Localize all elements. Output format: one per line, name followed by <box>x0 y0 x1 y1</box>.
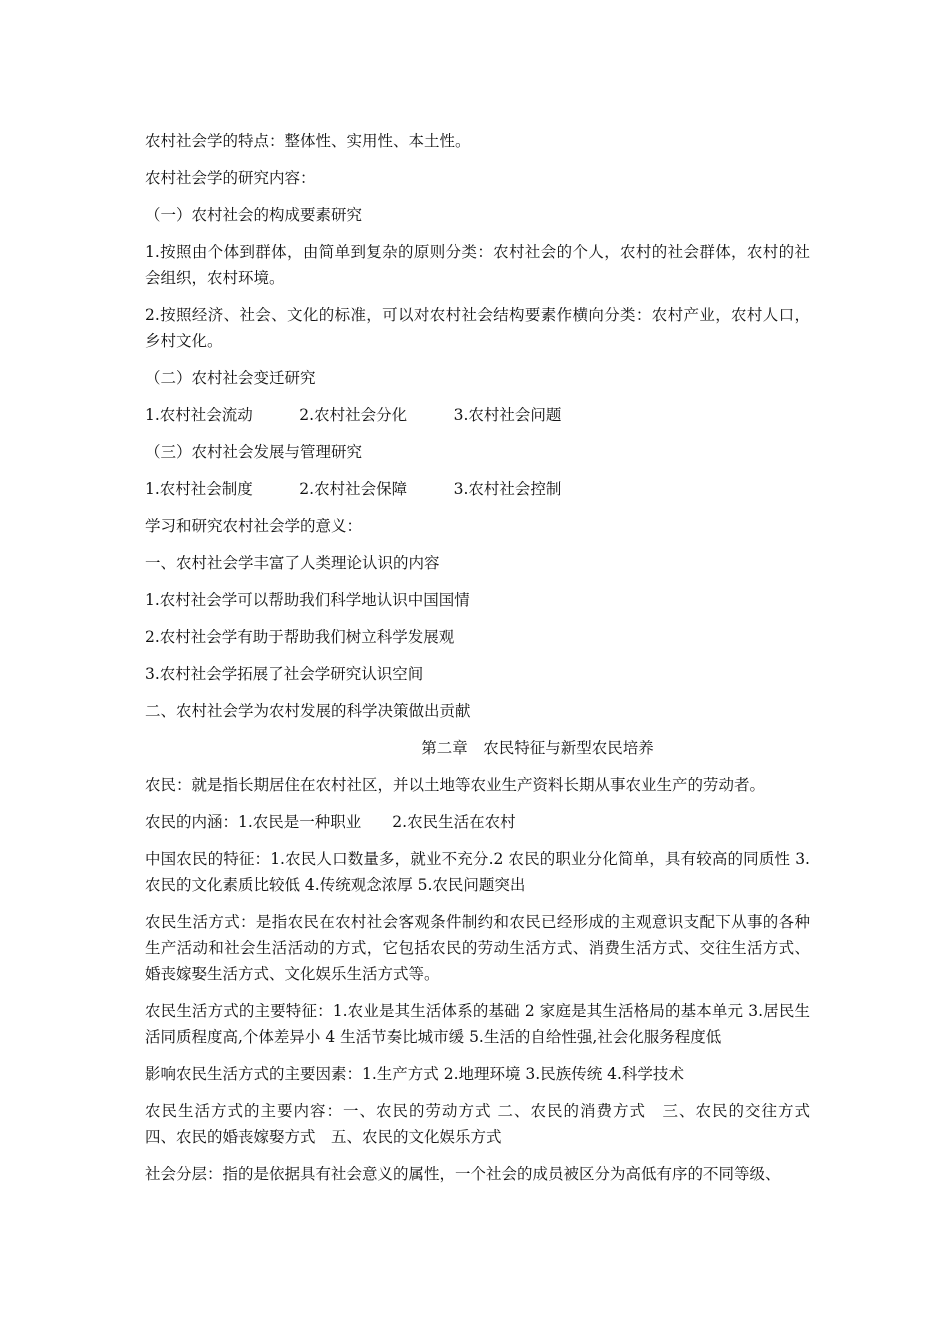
paragraph-farmer-definition: 农民：就是指长期居住在农村社区，并以土地等农业生产资料长期从事农业生产的劳动者。 <box>145 776 766 794</box>
section-heading-3: （三）农村社会发展与管理研究 <box>145 443 363 461</box>
paragraph-research-content: 农村社会学的研究内容： <box>145 169 316 187</box>
significance-item-3: 3.农村社会学拓展了社会学研究认识空间 <box>145 665 424 683</box>
paragraph-change-items: 1.农村社会流动 2.农村社会分化 3.农村社会问题 <box>145 406 562 424</box>
paragraph-farmer-characteristics: 中国农民的特征：1.农民人口数量多，就业不充分.2 农民的职业分化简单，具有较高的同质性 3.农民的文化素质比较低 4.传统观念浓厚 5.农民问题突出 <box>145 850 810 894</box>
paragraph-management-items: 1.农村社会制度 2.农村社会保障 3.农村社会控制 <box>145 480 562 498</box>
paragraph-lifestyle-features: 农民生活方式的主要特征：1.农业是其生活体系的基础 2 家庭是其生活格局的基本单元 3.居民生活同质程度高,个体差异小 4 生活节奏比城市缓 5.生活的自给性强,社会化服务程度低 <box>145 1002 810 1046</box>
paragraph-significance: 学习和研究农村社会学的意义： <box>145 517 363 535</box>
paragraph-social-stratification: 社会分层：指的是依据具有社会意义的属性，一个社会的成员被区分为高低有序的不同等级、 <box>145 1165 781 1183</box>
significance-heading-1: 一、农村社会学丰富了人类理论认识的内容 <box>145 554 440 572</box>
section-heading-1: （一）农村社会的构成要素研究 <box>145 206 363 224</box>
paragraph-lifestyle-factors: 影响农民生活方式的主要因素：1.生产方式 2.地理环境 3.民族传统 4.科学技术 <box>145 1065 684 1083</box>
significance-heading-2: 二、农村社会学为农村发展的科学决策做出贡献 <box>145 702 471 720</box>
significance-item-2: 2.农村社会学有助于帮助我们树立科学发展观 <box>145 628 455 646</box>
paragraph-farmer-connotation: 农民的内涵：1.农民是一种职业 2.农民生活在农村 <box>145 813 516 831</box>
paragraph-features: 农村社会学的特点：整体性、实用性、本土性。 <box>145 132 471 150</box>
paragraph-item-1: 1.按照由个体到群体，由简单到复杂的原则分类：农村社会的个人，农村的社会群体，农村的社会组织，农村环境。 <box>145 243 810 287</box>
paragraph-item-2: 2.按照经济、社会、文化的标准，可以对农村社会结构要素作横向分类：农村产业，农村人口，乡村文化。 <box>145 306 810 350</box>
paragraph-lifestyle-contents: 农民生活方式的主要内容：一、农民的劳动方式 二、农民的消费方式 三、农民的交往方式 四、农民的婚丧嫁娶方式 五、农民的文化娱乐方式 <box>145 1102 826 1146</box>
paragraph-lifestyle-definition: 农民生活方式：是指农民在农村社会客观条件制约和农民已经形成的主观意识支配下从事的各种生产活动和社会生活活动的方式，它包括农民的劳动生活方式、消费生活方式、交往生活方式、婚丧嫁娶生活方式、文化娱乐生活方式等。 <box>145 913 810 983</box>
significance-item-1: 1.农村社会学可以帮助我们科学地认识中国国情 <box>145 591 470 609</box>
section-heading-2: （二）农村社会变迁研究 <box>145 369 316 387</box>
document-body <box>145 128 826 1198</box>
chapter-title: 第二章 农民特征与新型农民培养 <box>421 739 654 757</box>
